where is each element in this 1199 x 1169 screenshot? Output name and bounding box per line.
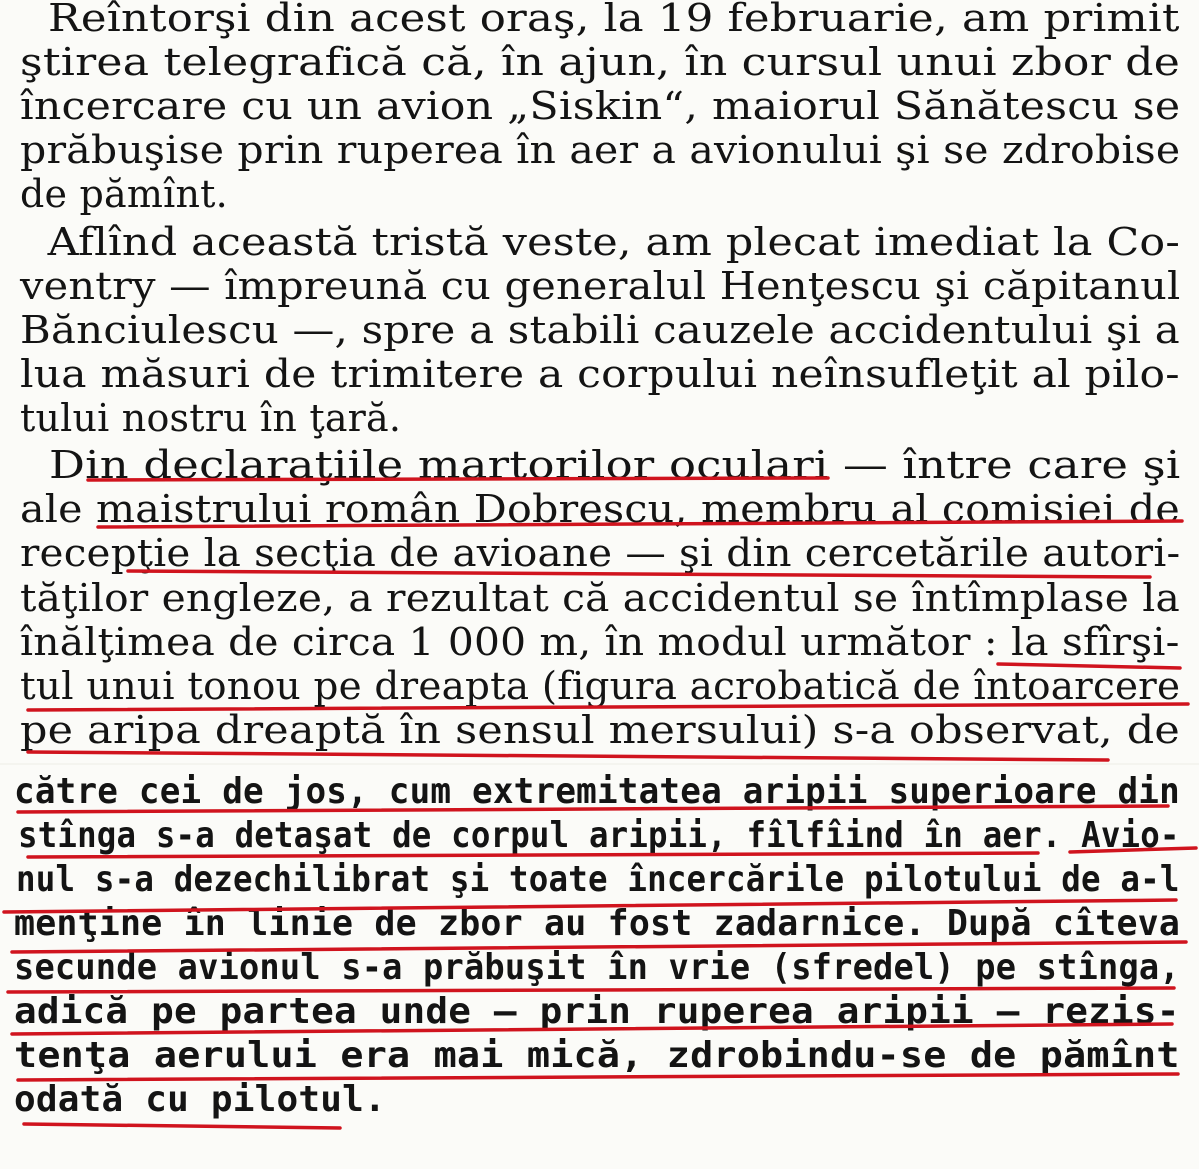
text-line: Bănciulescu —, spre a stabili cauzele accidentului şi a — [20, 308, 1180, 352]
red-underline — [28, 853, 1038, 857]
red-underline — [28, 752, 1108, 760]
red-underline — [88, 478, 828, 480]
text-line: tul unui tonou pe dreapta (figura acrobatică de întoarcere — [20, 664, 1181, 708]
text-line: stînga s-a detaşat de corpul aripii, fîlfîind în aer. Avio- — [18, 815, 1180, 856]
text-line: Reîntorşi din acest oraş, la 19 februarie, am primit — [20, 0, 1180, 40]
red-underline — [128, 571, 1150, 577]
text-line: Aflînd această tristă veste, am plecat imediat la Co- — [20, 220, 1181, 264]
red-underline — [12, 1024, 1172, 1034]
text-line: pe aripa dreaptă în sensul mersului) s-a observat, de — [20, 708, 1181, 752]
text-line: de pămînt. — [20, 172, 228, 216]
text-line: ale maistrului român Dobrescu, membru al comisiei de — [20, 487, 1180, 531]
text-line: Din declaraţiile martorilor oculari — între care şi — [20, 443, 1181, 487]
text-line: recepţie la secţia de avioane — şi din cercetările autori- — [20, 531, 1181, 575]
text-line: adică pe partea unde — prin ruperea aripii — rezis- — [14, 991, 1180, 1032]
red-underline — [28, 704, 1188, 710]
text-line: odată cu pilotul. — [14, 1079, 386, 1120]
red-underline — [8, 988, 1174, 992]
red-underline — [24, 1124, 340, 1128]
red-underline — [1070, 848, 1196, 852]
text-line: prăbuşise prin ruperea în aer a avionului şi se zdrobise — [20, 128, 1181, 172]
red-underline — [998, 664, 1180, 668]
red-underline — [18, 1074, 1178, 1080]
text-line: secunde avionul s-a prăbuşit în vrie (sfredel) pe stînga, — [14, 947, 1180, 988]
text-line: ventry — împreună cu generalul Henţescu şi căpitanul — [20, 264, 1181, 308]
red-underline — [12, 942, 1186, 952]
text-line: înălţimea de circa 1 000 m, în modul următor : la sfîrşi- — [20, 620, 1180, 664]
text-line: încercare cu un avion „Siskin“, maiorul Sănătescu se — [20, 84, 1181, 128]
text-line: ştirea telegrafică că, în ajun, în cursul unui zbor de — [20, 40, 1181, 84]
text-line: tenţa aerului era mai mică, zdrobindu-se de pămînt — [14, 1035, 1180, 1076]
text-line: către cei de jos, cum extremitatea aripii superioare din — [14, 771, 1180, 812]
text-line: lua măsuri de trimitere a corpului neînsufleţit al pilo- — [20, 352, 1180, 396]
red-underline — [18, 806, 1168, 812]
red-underline — [4, 900, 1176, 912]
red-underline — [98, 521, 1182, 527]
text-line: nul s-a dezechilibrat şi toate încercările pilotului de a-l — [16, 859, 1180, 900]
text-line: tăţilor engleze, a rezultat că accidentul se întîmplase la — [20, 576, 1180, 620]
text-line: menţine în linie de zbor au fost zadarnice. După cîteva — [14, 903, 1181, 944]
text-line: tului nostru în ţară. — [20, 396, 402, 440]
